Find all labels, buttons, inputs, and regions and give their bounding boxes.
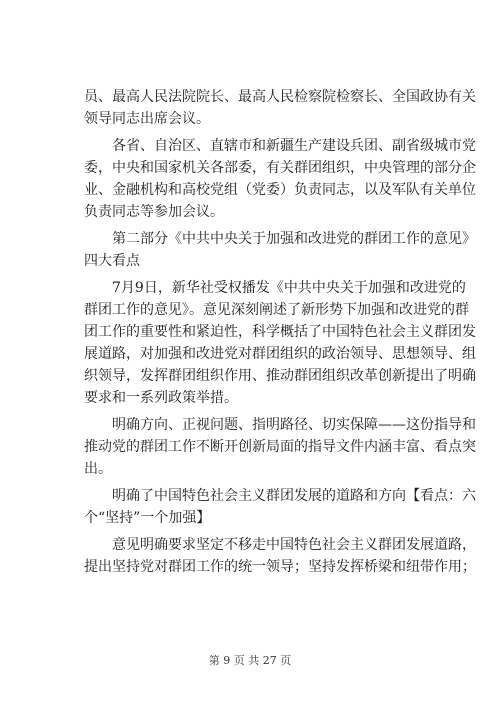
text-line: 员、最高人民法院院长、最高人民检察院检察长、全国政协有关 [84,89,476,105]
text-line: 推动党的群团工作不断开创新局面的指导文件内涵丰富、看点突 [84,439,476,455]
text-line: 个“坚持”一个加强】 [84,510,211,526]
text-line: 明确方向、正视问题、指明路径、切实保障——这份指导和 [112,417,476,433]
text-line: 业、金融机构和高校党组（党委）负责同志，以及军队有关单位 [84,182,476,198]
text-line: 群团工作的意见》。意见深刻阐述了新形势下加强和改进党的群 [84,302,469,318]
text-line: 第二部分《中共中央关于加强和改进党的群团工作的意见》 [112,231,476,247]
text-line: 团工作的重要性和紧迫性，科学概括了中国特色社会主义群团发 [84,324,476,340]
paragraph [84,228,476,272]
paragraph [84,414,476,480]
paragraph [84,485,476,529]
text-line: 展道路，对加强和改进党对群团组织的政治领导、思想领导、组 [84,346,476,362]
paragraph [84,277,476,409]
page-footer: 第 9 页 共 27 页 [208,654,292,667]
paragraph [84,534,476,578]
text-line: 负责同志等参加会议。 [84,204,224,220]
text-line: 四大看点 [84,253,140,269]
paragraph [84,86,476,130]
document-body [84,86,476,583]
text-line: 出。 [84,461,112,477]
text-line: 意见明确要求坚定不移走中国特色社会主义群团发展道路， [112,537,476,553]
paragraph [84,135,476,223]
text-line: 7月9日，新华社受权播发《中共中央关于加强和改进党的 [112,280,466,296]
text-line: 明确了中国特色社会主义群团发展的道路和方向【看点：六 [112,488,476,504]
text-line: 各省、自治区、直辖市和新疆生产建设兵团、副省级城市党 [112,138,476,154]
text-line: 领导同志出席会议。 [84,111,210,127]
text-line: 织领导，发挥群团组织作用、推动群团组织改革创新提出了明确 [84,368,476,384]
text-line: 要求和一系列政策举措。 [84,390,238,406]
text-line: 提出坚持党对群团工作的统一领导；坚持发挥桥梁和纽带作用； [84,559,476,575]
text-line: 委，中央和国家机关各部委，有关群团组织，中央管理的部分企 [84,160,476,176]
